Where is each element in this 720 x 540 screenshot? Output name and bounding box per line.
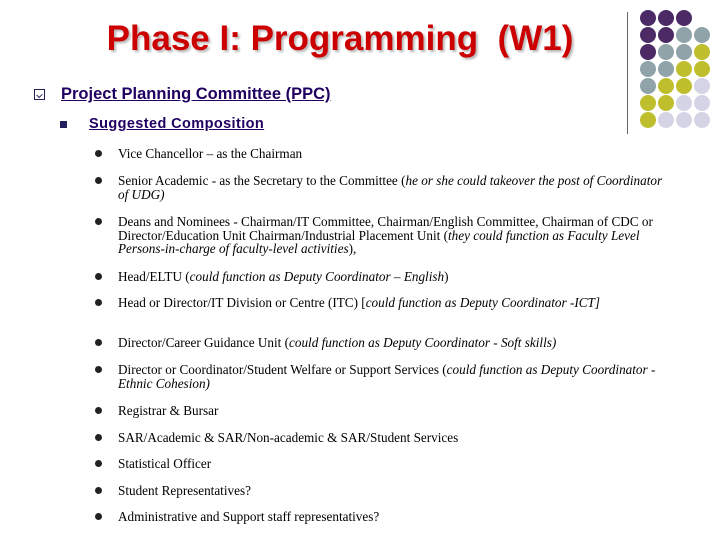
- item-text: Director/Career Guidance Unit (: [118, 335, 289, 350]
- decorative-dot: [694, 61, 710, 77]
- decorative-dot-grid: [640, 10, 720, 130]
- decorative-dot: [658, 27, 674, 43]
- slide-title: Phase I: Programming (W1): [106, 19, 574, 58]
- decorative-dot: [694, 112, 710, 128]
- item-text: Vice Chancellor – as the Chairman: [118, 146, 303, 161]
- round-bullet-icon: [95, 366, 102, 373]
- item-text: Head/ELTU (: [118, 269, 190, 284]
- item-text: Deans and Nominees - Chairman/IT Committee, Chairman/English Committee, Chairman of CDC or Director/Education Unit Chairman/Industrial Placement Unit (: [118, 214, 653, 243]
- item-text: Registrar & Bursar: [118, 403, 219, 418]
- round-bullet-icon: [95, 299, 102, 306]
- decorative-dot: [640, 61, 656, 77]
- decorative-dot: [640, 112, 656, 128]
- decorative-dot: [676, 112, 692, 128]
- subheading-row: [60, 116, 264, 132]
- decorative-dot: [640, 78, 656, 94]
- item-text: SAR/Academic & SAR/Non-academic & SAR/Student Services: [118, 430, 459, 445]
- decorative-dot: [658, 78, 674, 94]
- item-note: he or she could takeover the post of Coordinator of UDG): [118, 173, 663, 202]
- decorative-dot: [640, 27, 656, 43]
- decorative-dot: [676, 10, 692, 26]
- round-bullet-icon: [95, 150, 102, 157]
- round-bullet-icon: [95, 460, 102, 467]
- item-tail: ),: [348, 241, 357, 256]
- decorative-dot: [694, 95, 710, 111]
- item-text: Administrative and Support staff representatives?: [118, 509, 380, 524]
- decorative-dot: [676, 44, 692, 60]
- decorative-dot: [676, 78, 692, 94]
- section-subheading: Suggested Composition: [89, 116, 265, 132]
- round-bullet-icon: [95, 513, 102, 520]
- round-bullet-icon: [95, 487, 102, 494]
- decorative-dot: [658, 10, 674, 26]
- decorative-dot: [640, 10, 656, 26]
- round-bullet-icon: [95, 273, 102, 280]
- decorative-dot: [658, 44, 674, 60]
- decorative-dot: [676, 61, 692, 77]
- decorative-dot: [640, 44, 656, 60]
- decorative-dot: [640, 95, 656, 111]
- square-bullet-icon: [60, 121, 67, 128]
- item-note: could function as Deputy Coordinator -ICT]: [365, 295, 601, 310]
- item-text: Head or Director/IT Division or Centre (ITC) [: [118, 295, 366, 310]
- checkbox-icon: [34, 89, 45, 100]
- item-tail: ): [444, 269, 449, 284]
- decorative-dot: [676, 95, 692, 111]
- round-bullet-icon: [95, 407, 102, 414]
- section-heading: Project Planning Committee (PPC): [61, 85, 331, 103]
- item-text: Statistical Officer: [118, 456, 212, 471]
- round-bullet-icon: [95, 434, 102, 441]
- item-text: Director or Coordinator/Student Welfare or Support Services (: [118, 362, 447, 377]
- decorative-dot: [676, 27, 692, 43]
- item-note: could function as Deputy Coordinator - Soft skills): [289, 335, 557, 350]
- item-text: Senior Academic - as the Secretary to the Committee (: [118, 173, 406, 188]
- item-text: Student Representatives?: [118, 483, 251, 498]
- decorative-dot: [658, 95, 674, 111]
- decorative-dot: [658, 61, 674, 77]
- item-note: could function as Deputy Coordinator - Ethnic Cohesion): [118, 362, 656, 391]
- decorative-dot: [694, 27, 710, 43]
- round-bullet-icon: [95, 339, 102, 346]
- decorative-dot: [658, 112, 674, 128]
- divider-line: [627, 12, 628, 134]
- round-bullet-icon: [95, 218, 102, 225]
- item-note: they could function as Faculty Level Persons-in-charge of faculty-level activities: [118, 227, 640, 256]
- item-note: could function as Deputy Coordinator – English: [189, 269, 445, 284]
- decorative-dot: [694, 78, 710, 94]
- round-bullet-icon: [95, 177, 102, 184]
- decorative-dot: [694, 44, 710, 60]
- heading-row: [34, 85, 331, 104]
